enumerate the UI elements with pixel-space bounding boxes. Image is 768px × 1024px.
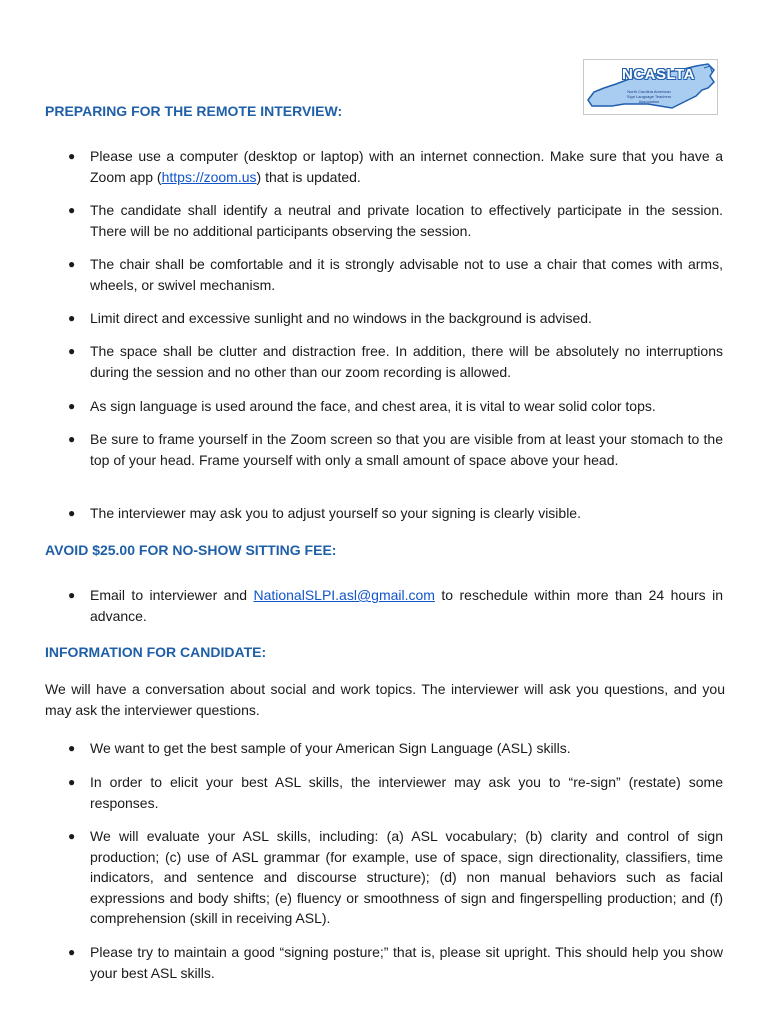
list-item-text: We will evaluate your ASL skills, including: (a) ASL vocabulary; (b) clarity and control of sign production; (c) use of ASL grammar (for example, use of space, sign directionality, classifiers, time indicators, and sentence and discourse structure); (d) non manual behaviors such as facial expressions and body shifts; (e) fluency or smoothness of sign and fingerspelling production; and (f) comprehension (skill in receiving ASL).	[90, 828, 723, 926]
list-item-text: Limit direct and excessive sunlight and no windows in the background is advised.	[90, 310, 592, 326]
list-item-text: As sign language is used around the face, and chest area, it is vital to wear solid color tops.	[90, 398, 656, 414]
list-item-text: The space shall be clutter and distraction free. In addition, there will be absolutely no interruptions during the session and no other than our zoom recording is allowed.	[90, 343, 723, 380]
ncaslta-logo	[583, 59, 718, 115]
email-link[interactable]: NationalSLPI.asl@gmail.com	[253, 587, 435, 603]
bullet-icon: ●	[68, 399, 76, 413]
list-item-text: Be sure to frame yourself in the Zoom screen so that you are visible from at least your stomach to the top of your head. Frame yourself with only a small amount of space above your head.	[90, 431, 723, 468]
list-item-text: The chair shall be comfortable and it is strongly advisable not to use a chair that comes with arms, wheels, or swivel mechanism.	[90, 256, 723, 293]
section-heading-preparing: PREPARING FOR THE REMOTE INTERVIEW:	[45, 103, 343, 119]
list-item-text: Email to interviewer and NationalSLPI.asl@gmail.com to reschedule within more than 24 hours in advance.	[90, 587, 723, 624]
bullet-icon: ●	[68, 945, 76, 959]
bullet-icon: ●	[68, 829, 76, 843]
bullet-icon: ●	[68, 149, 76, 163]
bullet-icon: ●	[68, 506, 76, 520]
list-item-text: Please try to maintain a good “signing posture;” that is, please sit upright. This should help you show your best ASL skills.	[90, 944, 723, 981]
list-item-text: In order to elicit your best ASL skills, the interviewer may ask you to “re-sign” (restate) some responses.	[90, 774, 723, 811]
section-heading-information: INFORMATION FOR CANDIDATE:	[45, 644, 267, 660]
list-item-text: Please use a computer (desktop or laptop) with an internet connection. Make sure that you have a Zoom app (https://zoom.us) that is updated.	[90, 148, 723, 185]
list-item-text: The interviewer may ask you to adjust yourself so your signing is clearly visible.	[90, 505, 581, 521]
bullet-icon: ●	[68, 432, 76, 446]
zoom-link[interactable]: https://zoom.us	[161, 168, 257, 185]
bullet-icon: ●	[68, 775, 76, 789]
bullet-icon: ●	[68, 344, 76, 358]
logo-title: NCASLTA	[622, 66, 695, 83]
logo-subtitle: North Carolina American Sign Language Teachers Association	[626, 89, 672, 104]
list-item-text: We want to get the best sample of your American Sign Language (ASL) skills.	[90, 740, 571, 756]
list-item-text: The candidate shall identify a neutral and private location to effectively participate in the session. There will be no additional participants observing the session.	[90, 202, 723, 239]
bullet-icon: ●	[68, 311, 76, 325]
section-heading-no-show-fee: AVOID $25.00 FOR NO-SHOW SITTING FEE:	[45, 542, 337, 558]
intro-paragraph: We will have a conversation about social and work topics. The interviewer will ask you questions, and you may ask the interviewer questions.	[45, 681, 725, 718]
bullet-icon: ●	[68, 741, 76, 755]
bullet-icon: ●	[68, 203, 76, 217]
bullet-icon: ●	[68, 588, 76, 602]
bullet-icon: ●	[68, 257, 76, 271]
